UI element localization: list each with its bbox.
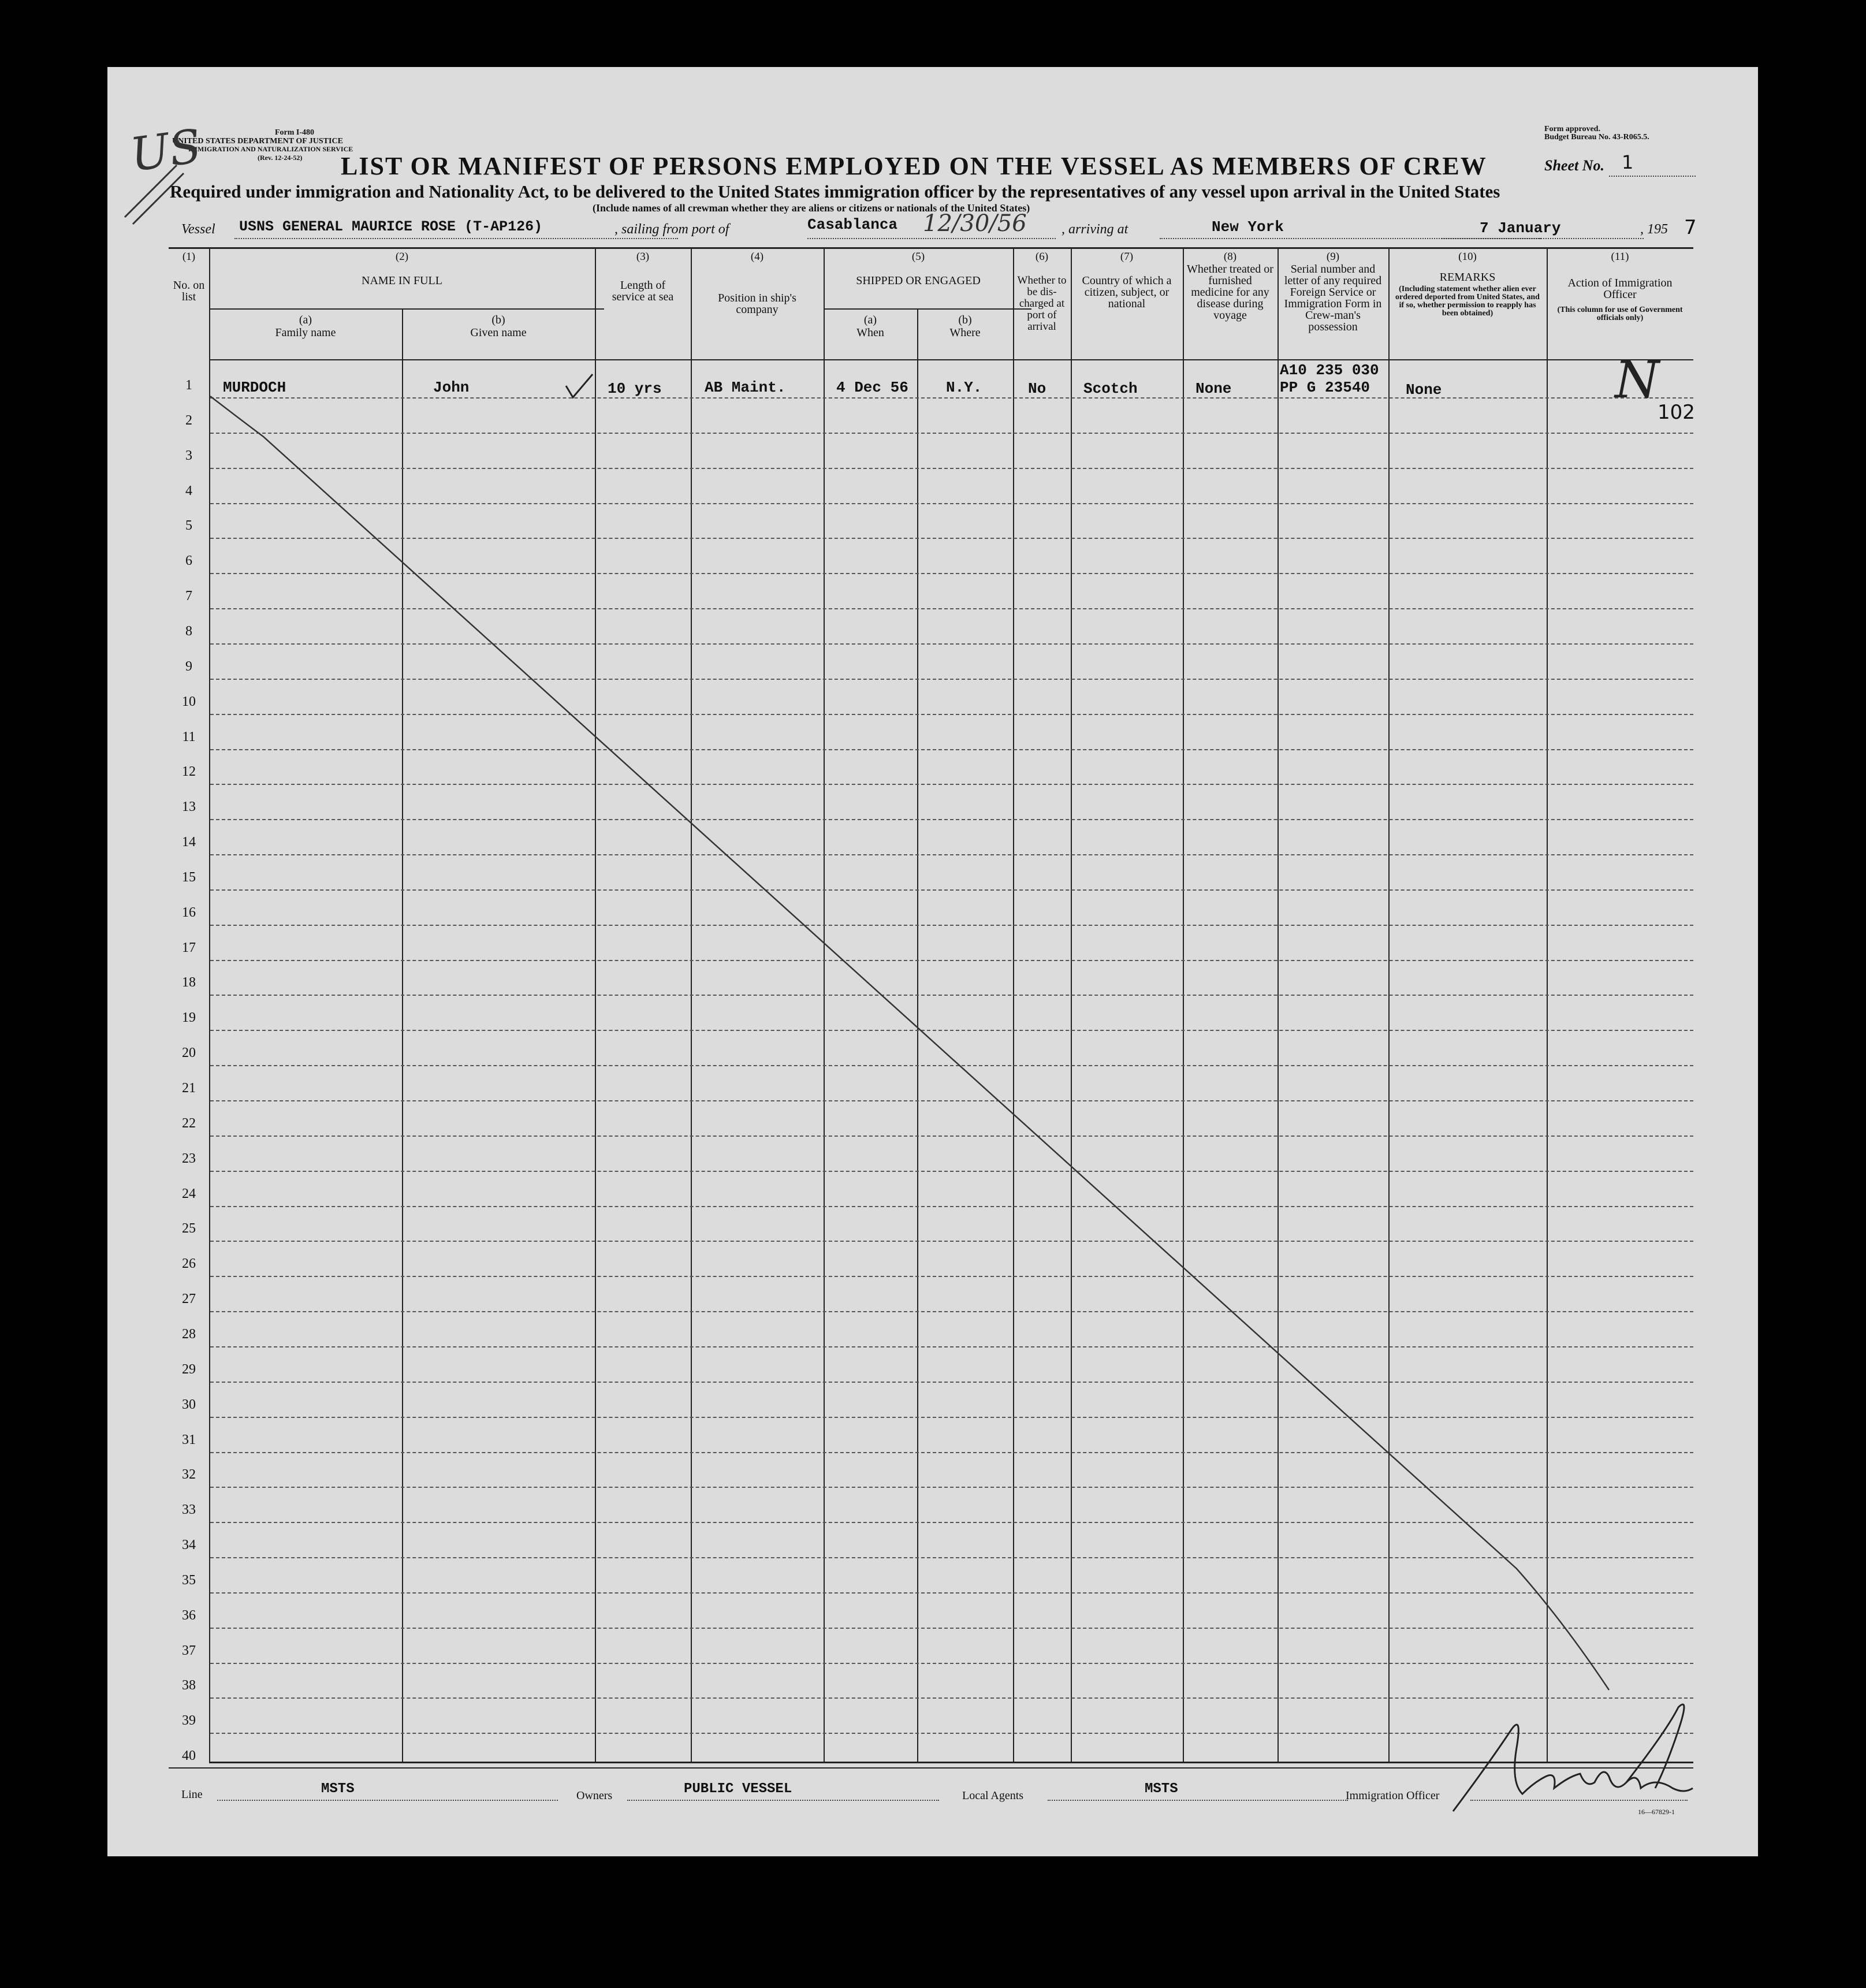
row-number: 26 — [182, 1256, 196, 1272]
col-9-number: (9) — [1326, 251, 1340, 263]
budget-bureau-no: Budget Bureau No. 43-R065.5. — [1544, 133, 1649, 142]
port-of-departure: Casablanca — [807, 216, 898, 233]
col-4-number: (4) — [750, 251, 764, 263]
col-11-note: (This column for use of Government officials only) — [1557, 306, 1683, 322]
entry-given-name: John — [433, 379, 470, 396]
col-2b-header: Given name — [470, 326, 527, 339]
handwritten-date: 12/30/56 — [923, 210, 1027, 237]
row-rule — [210, 784, 1693, 785]
row-number: 35 — [182, 1572, 196, 1588]
col-1-header: No. on list — [173, 279, 205, 303]
col-1-number: (1) — [182, 251, 196, 263]
col-11-header: Action of Immigration Officer — [1567, 277, 1673, 301]
row-number: 30 — [182, 1397, 196, 1412]
form-title: LIST OR MANIFEST OF PERSONS EMPLOYED ON THE VESSEL AS MEMBERS OF CREW — [341, 152, 1487, 180]
row-number: 19 — [182, 1010, 196, 1026]
arriving-at-label: , arriving at — [1062, 222, 1128, 237]
row-rule — [210, 1311, 1693, 1312]
row-rule — [210, 468, 1693, 469]
form-subtitle: Required under immigration and Nationality Act, to be delivered to the United States immigration officer by the representatives of any vessel upon arrival in the United States — [170, 181, 1500, 202]
row-rule — [210, 1136, 1693, 1137]
local-agents-label: Local Agents — [962, 1789, 1024, 1802]
print-code: 16—67829-1 — [1638, 1808, 1675, 1816]
arrival-date: 7 January — [1480, 219, 1561, 237]
agency-line-2: IMMIGRATION AND NATURALIZATION SERVICE — [188, 145, 353, 153]
col-7-number: (7) — [1120, 251, 1134, 263]
local-agents-value: MSTS — [1145, 1781, 1178, 1797]
row-number: 18 — [182, 975, 196, 991]
row-rule — [210, 608, 1693, 609]
year-prefix: , 195 — [1640, 222, 1668, 237]
row-number: 1 — [185, 378, 192, 393]
vessel-label: Vessel — [181, 222, 215, 237]
row-number: 11 — [182, 729, 196, 744]
col-divider-6 — [917, 308, 918, 1763]
row-rule — [210, 679, 1693, 680]
row-rule — [210, 749, 1693, 750]
col-11-number: (11) — [1611, 251, 1629, 263]
row-rule — [210, 1276, 1693, 1277]
port-line — [807, 238, 1056, 239]
entry-country: Scotch — [1083, 380, 1138, 397]
col-7-header: Country of which a citizen, subject, or national — [1082, 274, 1172, 310]
row-number: 8 — [185, 623, 192, 639]
entry-discharged: No — [1028, 380, 1046, 397]
col-divider-11 — [1388, 247, 1390, 1763]
row-rule — [210, 995, 1693, 996]
entry-remarks: None — [1406, 381, 1442, 399]
col-divider-8 — [1071, 247, 1072, 1763]
entry-serial-line-2: PP G 23540 — [1280, 379, 1370, 396]
row-number: 3 — [185, 448, 192, 463]
form-number: Form I-480 — [275, 128, 315, 137]
row-rule — [210, 573, 1693, 574]
sailing-from-label: , sailing from port of — [614, 222, 729, 237]
col-4-header: Position in ship's company — [718, 292, 796, 316]
row-number: 25 — [182, 1221, 196, 1237]
row-number: 31 — [182, 1432, 196, 1447]
entry-serial-line-1: A10 235 030 — [1280, 362, 1379, 379]
row-number: 34 — [182, 1537, 196, 1553]
row-number: 10 — [182, 694, 196, 709]
row-number: 28 — [182, 1326, 196, 1342]
col-divider-5 — [824, 247, 825, 1763]
row-number: 29 — [182, 1361, 196, 1377]
owners-value-line — [627, 1800, 939, 1801]
row-rule — [210, 503, 1693, 504]
table-top-border — [169, 247, 1693, 249]
immigration-officer-label: Immigration Officer — [1346, 1789, 1440, 1802]
row-rule — [210, 1100, 1693, 1101]
row-rule — [210, 1522, 1693, 1523]
entry-medicine: None — [1195, 380, 1232, 397]
col-divider-9 — [1183, 247, 1184, 1763]
arrival-date-line — [1442, 238, 1644, 239]
row-number: 4 — [185, 483, 192, 498]
row-rule — [210, 1663, 1693, 1664]
col-divider-3 — [595, 247, 596, 1763]
row-rule — [210, 1171, 1693, 1172]
col-divider-7 — [1013, 247, 1014, 1763]
col-8-number: (8) — [1223, 251, 1237, 263]
form-revision: (Rev. 12-24-52) — [258, 154, 303, 162]
line-value: MSTS — [321, 1781, 355, 1797]
row-number: 24 — [182, 1186, 196, 1201]
col-6-header: Whether to be dis-charged at port of arrival — [1017, 274, 1067, 333]
col-10-header: REMARKS — [1439, 271, 1496, 284]
name-subheader-border — [209, 308, 604, 310]
row-number: 16 — [182, 904, 196, 920]
row-number: 27 — [182, 1291, 196, 1307]
row-number: 32 — [182, 1467, 196, 1483]
check-mark-icon — [564, 373, 596, 402]
sheet-label: Sheet No. — [1544, 157, 1604, 174]
row-rule — [210, 1628, 1693, 1629]
col-divider-4 — [691, 247, 692, 1763]
row-number: 33 — [182, 1502, 196, 1518]
row-rule — [210, 1592, 1693, 1594]
col-5-header: SHIPPED OR ENGAGED — [856, 274, 981, 287]
row-number: 38 — [182, 1678, 196, 1693]
entry-position: AB Maint. — [705, 379, 786, 396]
row-rule — [210, 643, 1693, 645]
row-rule — [210, 538, 1693, 539]
shipped-subheader-border — [825, 308, 1031, 310]
row-number: 12 — [182, 764, 196, 780]
row-rule — [210, 1557, 1693, 1558]
entry-service: 10 yrs — [608, 380, 662, 397]
col-3-number: (3) — [636, 251, 650, 263]
col-9-header: Serial number and letter of any required Foreign Service or Immigration Form in Crew-man's possession — [1284, 263, 1382, 333]
owners-label: Owners — [576, 1789, 613, 1802]
col-2b-sub: (b) — [491, 314, 505, 326]
row-rule — [210, 1065, 1693, 1066]
row-rule — [210, 1346, 1693, 1347]
row-rule — [210, 1030, 1693, 1031]
sheet-number-line — [1609, 176, 1696, 177]
col-divider-10 — [1277, 247, 1279, 1763]
row-rule — [210, 1382, 1693, 1383]
row-rule — [210, 1417, 1693, 1418]
entry-where: N.Y. — [946, 379, 982, 396]
row-rule — [210, 854, 1693, 855]
row-number: 2 — [185, 412, 192, 428]
row-rule — [210, 397, 1693, 399]
col-8-header: Whether treated or furnished medicine for any disease during voyage — [1187, 263, 1273, 322]
col-10-number: (10) — [1458, 251, 1477, 263]
col-2-number: (2) — [395, 251, 409, 263]
local-agents-line — [1048, 1800, 1348, 1801]
row-rule — [210, 889, 1693, 891]
col-10-note: (Including statement whether alien ever ordered deported from United States, and if so, whether permission to reapply has been obtained) — [1395, 285, 1540, 318]
owners-value: PUBLIC VESSEL — [684, 1781, 792, 1797]
form-instruction: (Include names of all crewman whether they are aliens or citizens or nationals of the United States) — [593, 202, 1030, 214]
col-5a-header: When — [856, 326, 884, 339]
col-divider-12 — [1547, 247, 1548, 1763]
row-number: 15 — [182, 869, 196, 885]
row-rule — [210, 1487, 1693, 1488]
row-number: 6 — [185, 553, 192, 569]
col-5b-header: Where — [949, 326, 981, 339]
col-3-header: Length of service at sea — [612, 279, 674, 303]
col-divider-1 — [209, 247, 210, 1763]
col-2a-header: Family name — [275, 326, 336, 339]
col-divider-2 — [402, 308, 403, 1763]
agency-line-1: UNITED STATES DEPARTMENT OF JUSTICE — [172, 137, 343, 146]
row-number: 7 — [185, 589, 192, 604]
sheet-number: 1 — [1622, 151, 1634, 173]
officer-signature — [1436, 1696, 1707, 1817]
row-rule — [210, 1241, 1693, 1242]
line-label: Line — [181, 1788, 203, 1801]
row-rule — [210, 1206, 1693, 1207]
row-rule — [210, 925, 1693, 926]
row-rule — [210, 819, 1693, 820]
entry-family-name: MURDOCH — [223, 379, 286, 396]
row-number: 9 — [185, 658, 192, 674]
row-number: 17 — [182, 940, 196, 955]
row-number: 22 — [182, 1115, 196, 1131]
handwritten-us-mark: US — [127, 118, 205, 183]
line-value-line — [217, 1800, 558, 1801]
row-rule — [210, 714, 1693, 715]
row-number: 14 — [182, 835, 196, 850]
row-number: 20 — [182, 1045, 196, 1061]
row-rule — [210, 433, 1693, 434]
row-number: 23 — [182, 1151, 196, 1166]
vessel-name-line — [234, 238, 678, 239]
col-6-number: (6) — [1035, 251, 1049, 263]
form-approved: Form approved. — [1544, 125, 1600, 133]
row-number: 37 — [182, 1643, 196, 1658]
year-suffix: 7 — [1684, 216, 1697, 239]
manifest-form-page — [107, 67, 1758, 1856]
row-rule — [210, 1452, 1693, 1453]
row-rule — [210, 960, 1693, 961]
entry-action-note: 102 — [1658, 401, 1695, 424]
col-5b-sub: (b) — [958, 314, 972, 326]
arrival-port: New York — [1212, 218, 1284, 236]
row-number: 5 — [185, 518, 192, 534]
col-5a-sub: (a) — [863, 314, 877, 326]
col-2a-sub: (a) — [299, 314, 312, 326]
row-number: 13 — [182, 799, 196, 815]
row-number: 21 — [182, 1081, 196, 1096]
header-bottom-border — [209, 359, 1693, 360]
entry-when: 4 Dec 56 — [836, 379, 908, 396]
col-5-number: (5) — [911, 251, 925, 263]
vessel-name: USNS GENERAL MAURICE ROSE (T-AP126) — [239, 218, 543, 235]
entry-action-handwritten: N — [1615, 350, 1659, 409]
col-2-header: NAME IN FULL — [362, 274, 442, 287]
row-number: 40 — [182, 1748, 196, 1764]
row-number: 36 — [182, 1607, 196, 1623]
row-number: 39 — [182, 1713, 196, 1729]
